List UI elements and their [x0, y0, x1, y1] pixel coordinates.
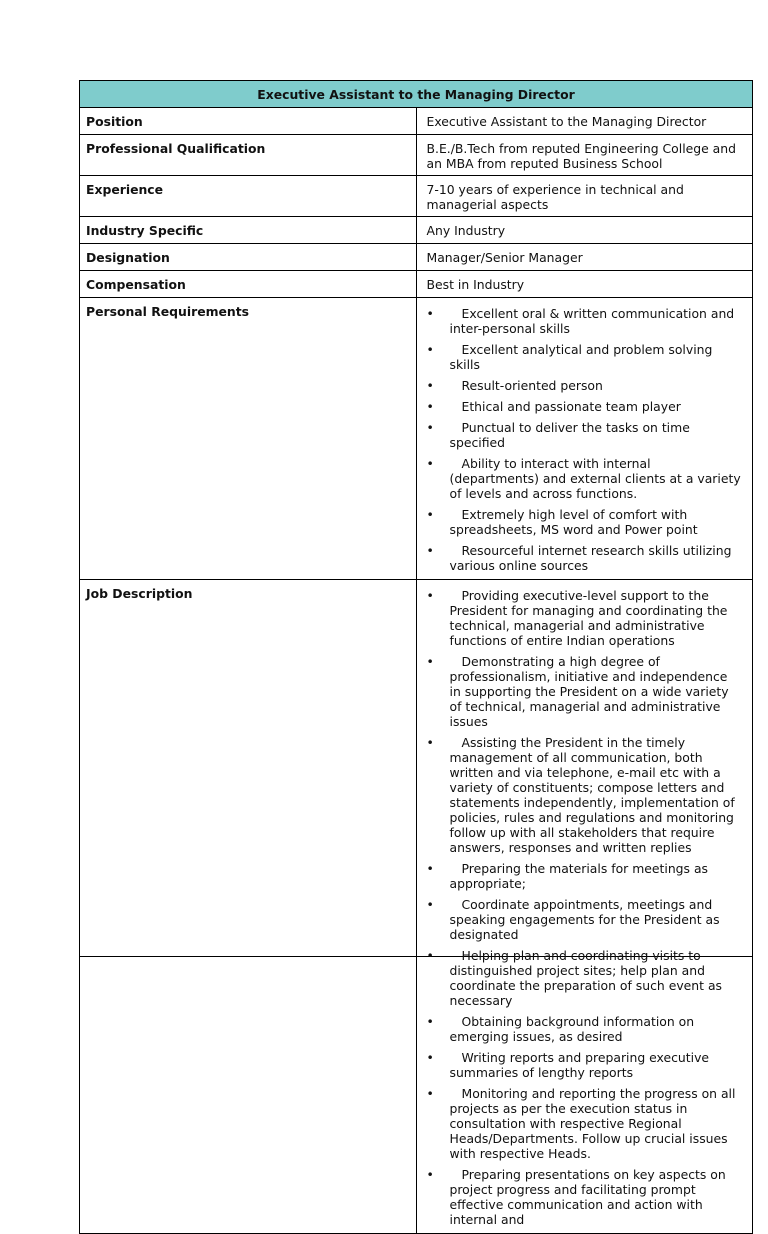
personal-requirements-list	[426, 302, 743, 573]
row-personal-requirements	[80, 298, 753, 580]
row-value	[416, 298, 753, 580]
bullet-icon: •	[426, 897, 434, 912]
list-item: • Demonstrating a high degree of professionalism, initiative and independence in supporting the President on a wide variety of technical, managerial and administrative issues	[450, 654, 743, 729]
bullet-icon: •	[426, 588, 434, 603]
job-description-list	[426, 584, 743, 1227]
bullet-icon: •	[426, 735, 434, 750]
bullet-icon: •	[426, 456, 434, 471]
bullet-icon: •	[426, 1014, 434, 1029]
table-title: Executive Assistant to the Managing Director	[80, 81, 753, 108]
bullet-icon: •	[426, 399, 434, 414]
list-item: • Ethical and passionate team player	[450, 399, 743, 414]
row-label: Experience	[80, 176, 417, 217]
row-label: Designation	[80, 244, 417, 271]
list-item: • Coordinate appointments, meetings and speaking engagements for the President as designated	[450, 897, 743, 942]
bullet-icon: •	[426, 1086, 434, 1101]
row-label: Industry Specific	[80, 217, 417, 244]
bullet-icon: •	[426, 306, 434, 321]
list-item: • Preparing the materials for meetings as appropriate;	[450, 861, 743, 891]
row-designation	[80, 244, 753, 271]
bullet-icon: •	[426, 1050, 434, 1065]
row-value: Manager/Senior Manager	[416, 244, 753, 271]
list-item: • Resourceful internet research skills utilizing various online sources	[450, 543, 743, 573]
row-label: Professional Qualification	[80, 135, 417, 176]
row-value: Best in Industry	[416, 271, 753, 298]
bullet-icon: •	[426, 861, 434, 876]
row-label: Job Description	[80, 580, 417, 1234]
row-experience	[80, 176, 753, 217]
row-value: Executive Assistant to the Managing Director	[416, 108, 753, 135]
row-value	[416, 580, 753, 1234]
list-item: • Punctual to deliver the tasks on time specified	[450, 420, 743, 450]
bullet-icon: •	[426, 420, 434, 435]
bullet-icon: •	[426, 1167, 434, 1182]
row-value: Any Industry	[416, 217, 753, 244]
list-item: • Result-oriented person	[450, 378, 743, 393]
row-value: 7-10 years of experience in technical and managerial aspects	[416, 176, 753, 217]
row-label: Position	[80, 108, 417, 135]
list-item: • Obtaining background information on emerging issues, as desired	[450, 1014, 743, 1044]
bullet-icon: •	[426, 543, 434, 558]
row-label: Compensation	[80, 271, 417, 298]
bullet-icon: •	[426, 948, 434, 963]
list-item: • Excellent oral & written communication and inter-personal skills	[450, 306, 743, 336]
bullet-icon: •	[426, 342, 434, 357]
list-item: • Assisting the President in the timely management of all communication, both written and via telephone, e-mail etc with a variety of constituents; compose letters and statements independently, implementation of policies, rules and regulations and monitoring follow up with all stakeholders that require answers, responses and written replies	[450, 735, 743, 855]
bullet-icon: •	[426, 507, 434, 522]
row-industry	[80, 217, 753, 244]
list-item: • Ability to interact with internal (departments) and external clients at a variety of levels and across functions.	[450, 456, 743, 501]
row-compensation	[80, 271, 753, 298]
list-item: • Monitoring and reporting the progress on all projects as per the execution status in consultation with respective Regional Heads/Departments. Follow up crucial issues with respective Heads.	[450, 1086, 743, 1161]
row-value: B.E./B.Tech from reputed Engineering College and an MBA from reputed Business School	[416, 135, 753, 176]
list-item: • Providing executive-level support to the President for managing and coordinating the technical, managerial and administrative functions of entire Indian operations	[450, 588, 743, 648]
list-item: • Excellent analytical and problem solving skills	[450, 342, 743, 372]
row-label: Personal Requirements	[80, 298, 417, 580]
row-qualification	[80, 135, 753, 176]
row-job-description	[80, 580, 753, 1234]
bullet-icon: •	[426, 378, 434, 393]
job-spec-document	[79, 80, 753, 1227]
list-item: • Writing reports and preparing executive summaries of lengthy reports	[450, 1050, 743, 1080]
job-spec-table	[79, 80, 753, 1234]
bullet-icon: •	[426, 654, 434, 669]
list-item: • Extremely high level of comfort with spreadsheets, MS word and Power point	[450, 507, 743, 537]
list-item: • Preparing presentations on key aspects on project progress and facilitating prompt effective communication and action with internal and	[450, 1167, 743, 1227]
list-item: • Helping plan and coordinating visits to distinguished project sites; help plan and coordinate the preparation of such event as necessary	[450, 948, 743, 1008]
row-position	[80, 108, 753, 135]
